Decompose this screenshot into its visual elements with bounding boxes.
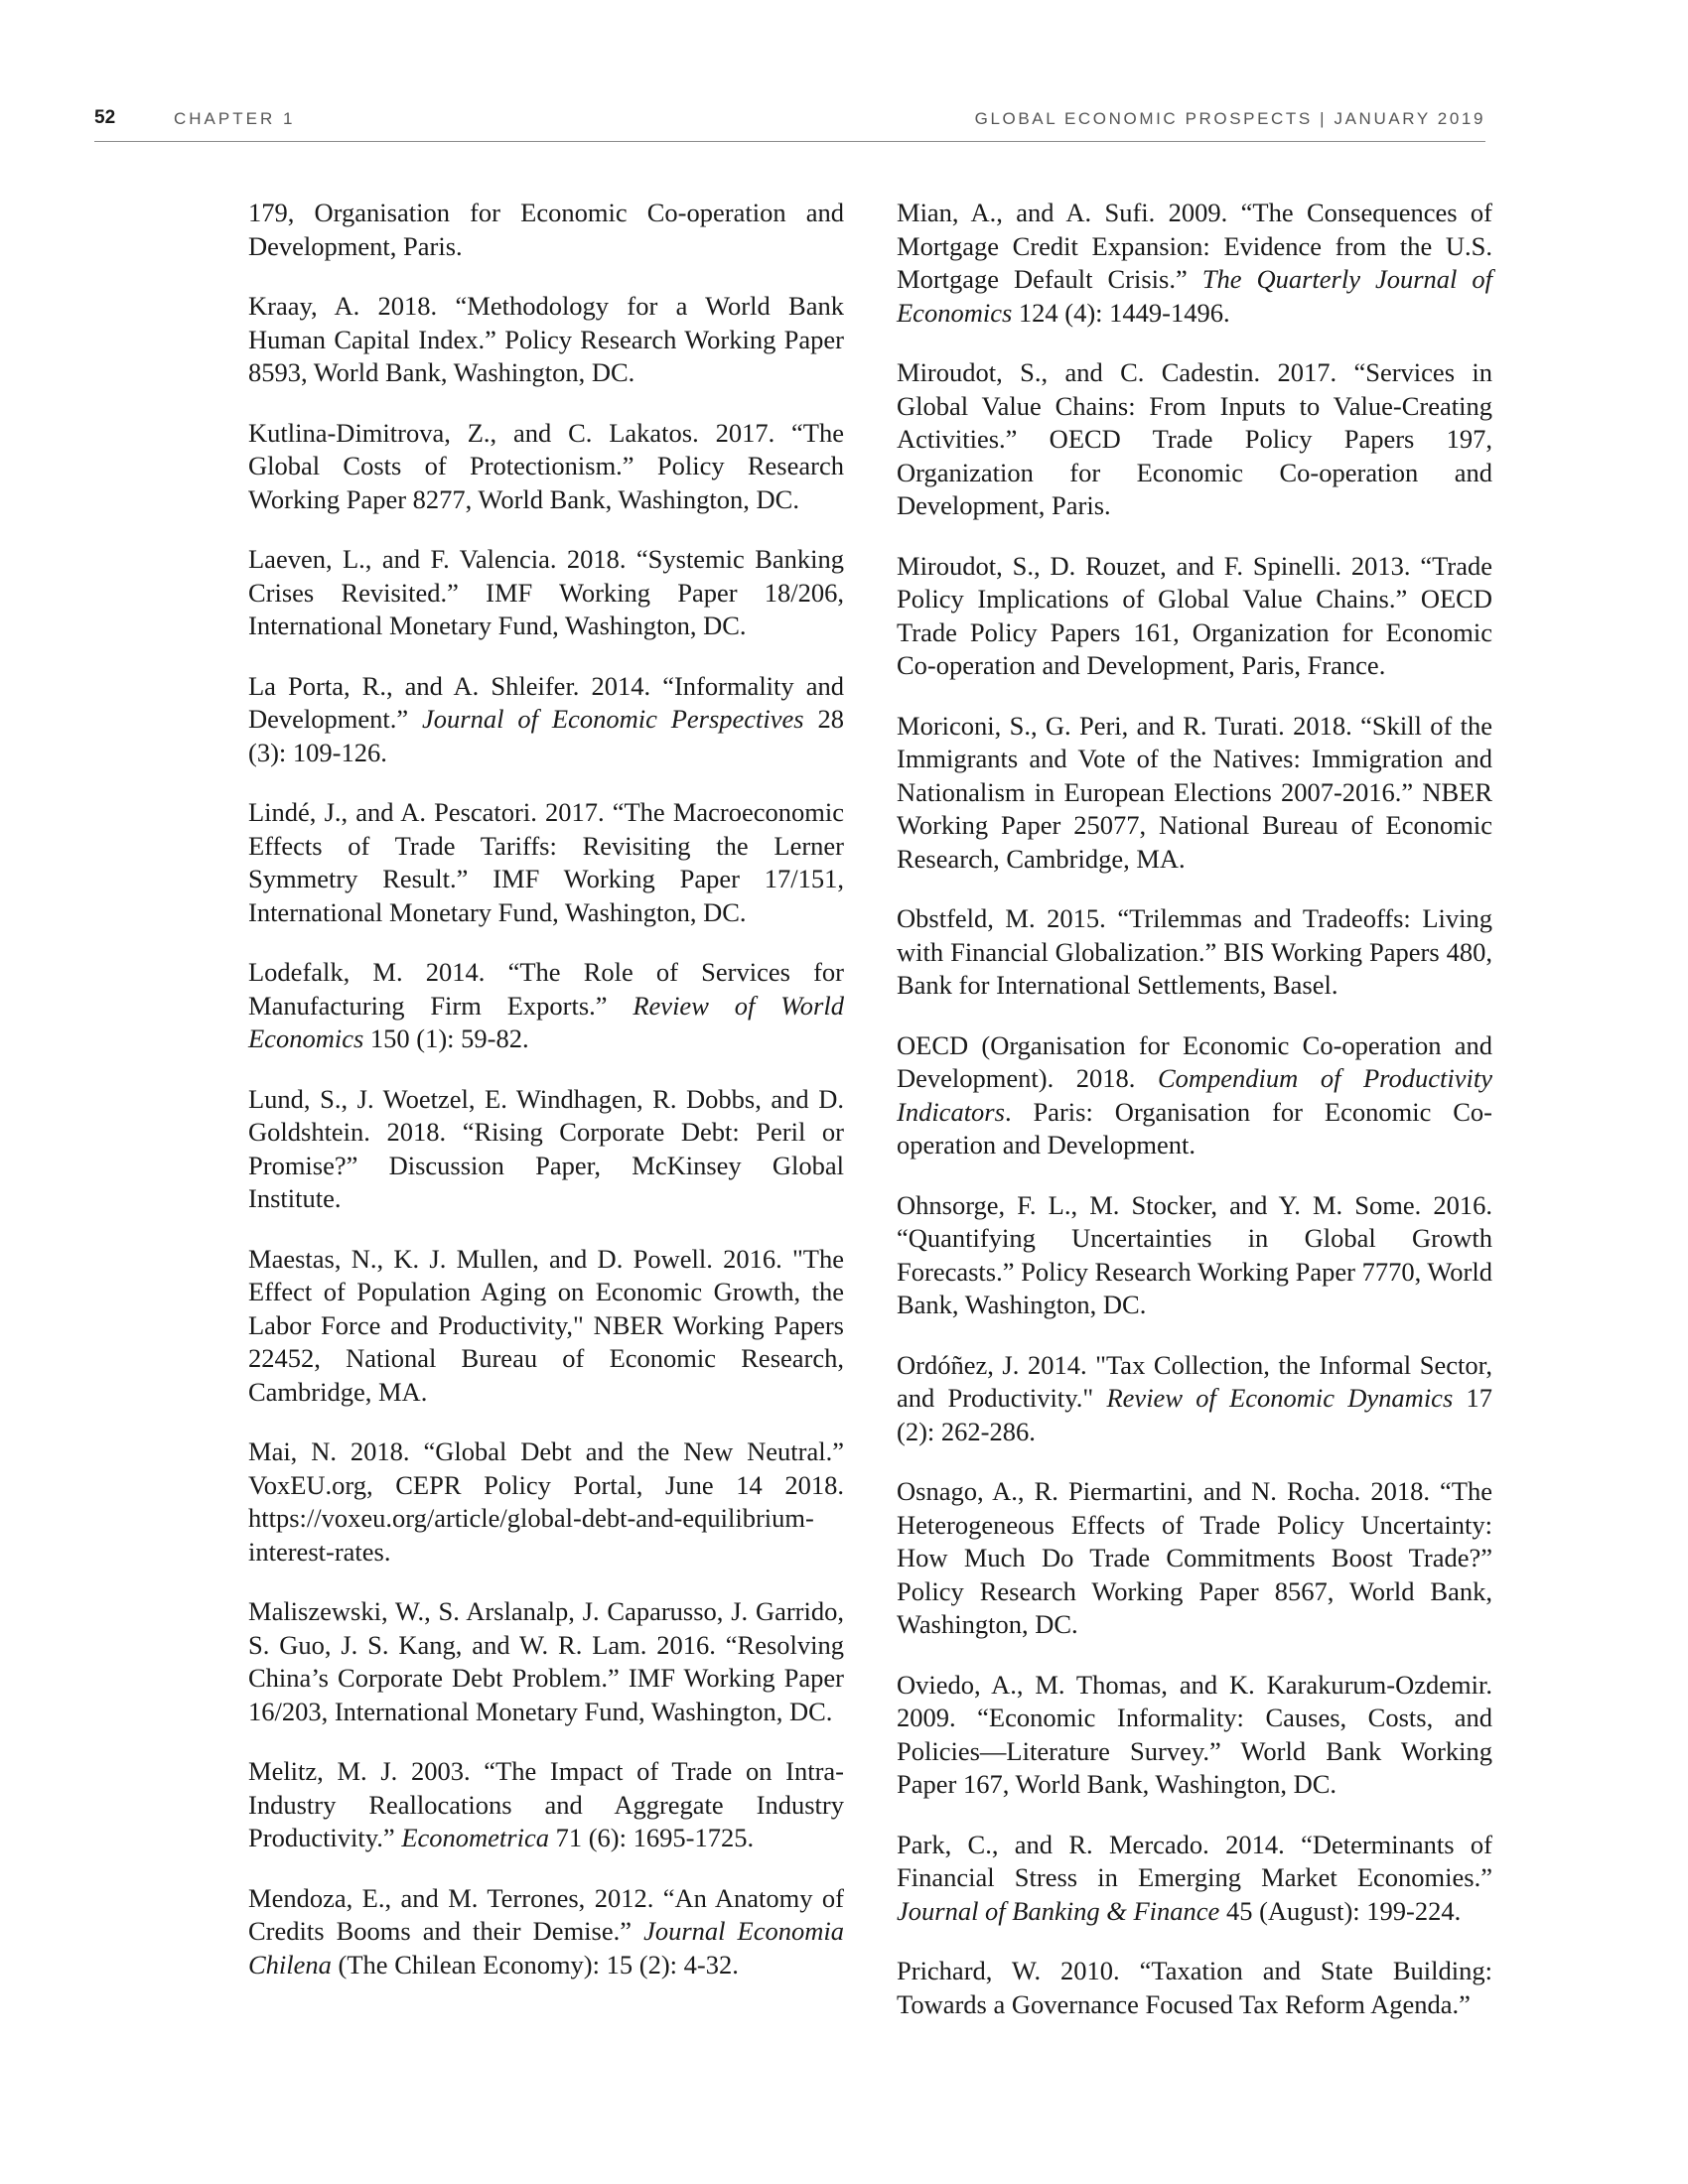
reference-entry <box>897 550 1492 683</box>
reference-text: 45 (August): 199-224. <box>1219 1895 1462 1926</box>
reference-entry <box>248 290 844 390</box>
references-left-column <box>248 197 844 2008</box>
reference-text: Ohnsorge, F. L., M. Stocker, and Y. M. Some. 2016. “Quantifying Uncertainties in Global Growth Forecasts.” Policy Research Working Paper 7770, World Bank, Washington, DC. <box>897 1189 1492 1319</box>
reference-text: Miroudot, S., and C. Cadestin. 2017. “Services in Global Value Chains: From Inputs to Value-Creating Activities.” OECD Trade Policy Papers 197, Organization for Economic Co-operation and Development, Paris. <box>897 357 1492 520</box>
reference-entry <box>897 1475 1492 1642</box>
reference-text: 28 (3): 109-126. <box>248 704 845 767</box>
reference-italic-title: Econometrica <box>401 1823 549 1852</box>
reference-entry <box>897 356 1492 523</box>
reference-italic-title: Review of Economic Dynamics <box>1106 1383 1454 1413</box>
chapter-label: CHAPTER 1 <box>174 109 296 128</box>
reference-text: Mian, A., and A. Sufi. 2009. “The Consequences of Mortgage Credit Expansion: Evidence from the U.S. Mortgage Default Crisis.” <box>897 198 1492 294</box>
reference-entry <box>897 1829 1492 1929</box>
reference-italic-title: Compendium of Productivity Indicators <box>897 1063 1492 1127</box>
reference-text: 71 (6): 1695-1725. <box>548 1823 755 1852</box>
reference-text: Ordóñez, J. 2014. "Tax Collection, the Informal Sector, and Productivity." <box>897 1349 1492 1413</box>
reference-entry <box>248 417 844 517</box>
reference-italic-title: The Quarterly Journal of Economics <box>897 264 1492 328</box>
reference-text: OECD (Organisation for Economic Co-operation and Development). 2018. <box>897 1029 1492 1093</box>
reference-italic-title: Journal of Economic Perspectives <box>422 704 804 734</box>
reference-text: 17 (2): 262-286. <box>897 1383 1493 1446</box>
reference-text: Melitz, M. J. 2003. “The Impact of Trade on Intra-Industry Reallocations and Aggregate Industry Productivity.” <box>248 1756 844 1852</box>
reference-text: La Porta, R., and A. Shleifer. 2014. “Informality and Development.” <box>248 670 844 734</box>
reference-text: 150 (1): 59-82. <box>363 1024 529 1053</box>
reference-italic-title: Journal of Banking & Finance <box>897 1895 1220 1926</box>
references-right-column <box>897 197 1492 2048</box>
reference-text: Prichard, W. 2010. “Taxation and State Building: Towards a Governance Focused Tax Reform Agenda.” <box>897 1956 1492 2019</box>
reference-text: Osnago, A., R. Piermartini, and N. Rocha. 2018. “The Heterogeneous Effects of Trade Policy Uncertainty: How Much Do Trade Commitments Boost Trade?” Policy Research Working Paper 8567, World Bank, Washington, DC. <box>897 1476 1492 1639</box>
reference-entry <box>897 1189 1492 1322</box>
reference-entry <box>248 1595 844 1728</box>
reference-entry <box>897 1669 1492 1802</box>
reference-italic-title: Review of World Economics <box>248 990 844 1053</box>
reference-entry <box>897 1029 1492 1162</box>
reference-entry <box>248 1243 844 1410</box>
page-header <box>94 101 1485 142</box>
report-title: GLOBAL ECONOMIC PROSPECTS | JANUARY 2019 <box>974 109 1485 128</box>
reference-entry <box>248 197 844 263</box>
reference-entry <box>897 1955 1492 2021</box>
reference-text: Maliszewski, W., S. Arslanalp, J. Caparusso, J. Garrido, S. Guo, J. S. Kang, and W. R. Lam. 2016. “Resolving China’s Corporate Debt Problem.” IMF Working Paper 16/203, International Monetary Fund, Washington, DC. <box>248 1596 844 1726</box>
reference-text: Obstfeld, M. 2015. “Trilemmas and Tradeoffs: Living with Financial Globalization.” BIS Working Papers 480, Bank for International Settlements, Basel. <box>897 903 1492 1000</box>
page-number: 52 <box>94 107 116 128</box>
reference-text: Mai, N. 2018. “Global Debt and the New Neutral.” VoxEU.org, CEPR Policy Portal, June 14 2018. https://voxeu.org/article/global-debt-and-equilibrium-interest-rates. <box>248 1436 844 1567</box>
reference-entry <box>248 1755 844 1855</box>
reference-text: Lindé, J., and A. Pescatori. 2017. “The Macroeconomic Effects of Trade Tariffs: Revisiting the Lerner Symmetry Result.” IMF Working Paper 17/151, International Monetary Fund, Washington, DC. <box>248 797 844 927</box>
reference-text: Oviedo, A., M. Thomas, and K. Karakurum-Ozdemir. 2009. “Economic Informality: Causes, Costs, and Policies—Literature Survey.” World Bank Working Paper 167, World Bank, Washington, DC. <box>897 1669 1492 1799</box>
reference-text: Kraay, A. 2018. “Methodology for a World Bank Human Capital Index.” Policy Research Working Paper 8593, World Bank, Washington, DC. <box>248 291 844 387</box>
reference-entry <box>248 543 844 643</box>
reference-text: Laeven, L., and F. Valencia. 2018. “Systemic Banking Crises Revisited.” IMF Working Paper 18/206, International Monetary Fund, Washington, DC. <box>248 544 844 640</box>
reference-entry <box>248 670 844 770</box>
reference-entry <box>248 1435 844 1569</box>
reference-text: Moriconi, S., G. Peri, and R. Turati. 2018. “Skill of the Immigrants and Vote of the Natives: Immigration and Nationalism in European Elections 2007-2016.” NBER Working Paper 25077, National Bureau of Economic Research, Cambridge, MA. <box>897 710 1492 874</box>
reference-entry <box>897 710 1492 877</box>
reference-entry <box>248 956 844 1056</box>
reference-text: Miroudot, S., D. Rouzet, and F. Spinelli. 2013. “Trade Policy Implications of Global Value Chains.” OECD Trade Policy Papers 161, Organization for Economic Co-operation and Development, Paris, France. <box>897 550 1492 680</box>
reference-text: Lodefalk, M. 2014. “The Role of Services for Manufacturing Firm Exports.” <box>248 957 844 1021</box>
reference-entry <box>897 902 1492 1003</box>
reference-entry <box>897 1349 1492 1449</box>
reference-text: Kutlina-Dimitrova, Z., and C. Lakatos. 2017. “The Global Costs of Protectionism.” Policy Research Working Paper 8277, World Bank, Washington, DC. <box>248 417 844 514</box>
reference-text: Lund, S., J. Woetzel, E. Windhagen, R. Dobbs, and D. Goldshtein. 2018. “Rising Corporate Debt: Peril or Promise?” Discussion Paper, McKinsey Global Institute. <box>248 1083 844 1213</box>
reference-text: . Paris: Organisation for Economic Co-operation and Development. <box>897 1096 1492 1160</box>
reference-entry <box>248 796 844 929</box>
reference-text: Maestas, N., K. J. Mullen, and D. Powell. 2016. "The Effect of Population Aging on Economic Growth, the Labor Force and Productivity," NBER Working Papers 22452, National Bureau of Economic Research, Cambridge, MA. <box>248 1243 844 1407</box>
reference-text: 179, Organisation for Economic Co-operation and Development, Paris. <box>248 198 844 261</box>
reference-text: (The Chilean Economy): 15 (2): 4-32. <box>331 1949 739 1979</box>
reference-entry <box>248 1083 844 1216</box>
reference-italic-title: Journal Economia Chilena <box>248 1916 844 1979</box>
reference-entry <box>248 1882 844 1982</box>
reference-entry <box>897 197 1492 330</box>
reference-text: Mendoza, E., and M. Terrones, 2012. “An Anatomy of Credits Booms and their Demise.” <box>248 1882 844 1946</box>
reference-text: 124 (4): 1449-1496. <box>1012 297 1230 328</box>
reference-text: Park, C., and R. Mercado. 2014. “Determinants of Financial Stress in Emerging Market Economies.” <box>897 1829 1492 1892</box>
